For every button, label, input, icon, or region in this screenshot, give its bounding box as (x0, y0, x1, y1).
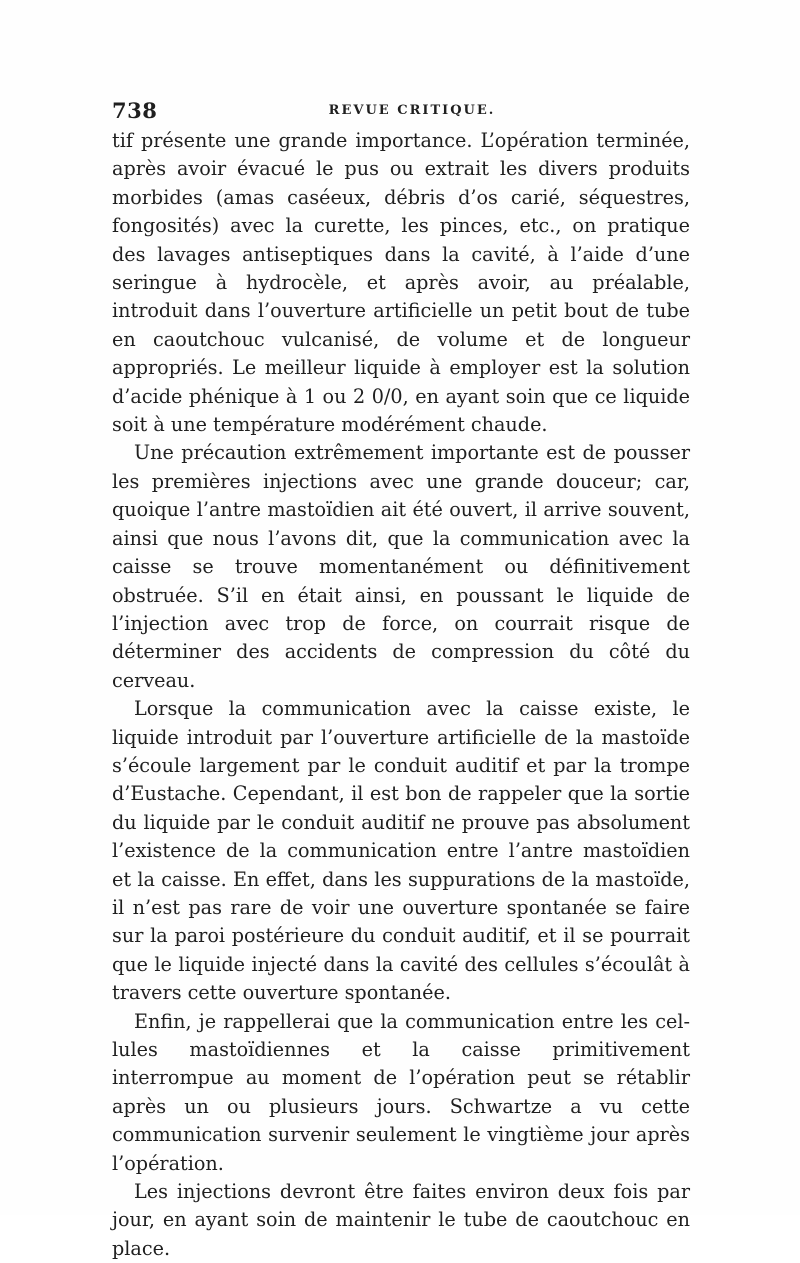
running-head: REVUE CRITIQUE. (328, 103, 496, 118)
paragraph-communication: Lorsque la communication avec la caisse existe, le liquide introduit par l’ouverture artificielle de la mastoïde s’écoule largement par le conduit auditif et par la trompe d’Eustache. Cependant, il est bon de rappeler que la sortie du liquide par le conduit auditif ne prouve pas absolument l’existence de la communication entre l’antre mastoïdien et la caisse. En effet, dans les suppurations de la mastoïde, il n’est pas rare de voir une ouverture spontanée se faire sur la paroi postérieure du conduit auditif, et il se pourrait que le liquide injecté dans la cavité des cellules s’écoulât à travers cette ouverture spontanée. (112, 697, 690, 1005)
paragraph-precaution: Une précaution extrêmement importante est de pousser les premières injections avec une grande douceur; car, quoique l’antre mastoïdien ait été ouvert, il arrive souvent, ainsi que nous l’avons dit, que la communication avec la caisse se trouve momentanément ou définitivement obstruée. S’il en était ainsi, en poussant le liquide de l’injection avec trop de force, on courrait risque de déterminer des accidents de compression du côté du cerveau. (112, 441, 690, 692)
paragraph-enfin: Enfin, je rappellerai que la communication entre les cellules mastoïdiennes et la caisse primitivement interrompue au moment de l’opération peut se rétablir après un ou plusieurs jours. Schwartze a vu cette communication survenir seulement le vingtième jour après l’opération. (112, 1009, 690, 1175)
page-header (112, 98, 690, 128)
page-number: 738 (112, 98, 158, 123)
paragraph-continuation: tif présente une grande importance. L’opération terminée, après avoir évacué le pus ou extrait les divers produits morbides (amas caséeux, débris d’os carié, séquestres, fongosités) avec la curette, les pinces, etc., on pratique des lavages antiseptiques dans la cavité, à l’aide d’une seringue à hydrocèle, et après avoir, au préalable, introduit dans l’ouverture artificielle un petit bout de tube en caoutchouc vulcanisé, de volume et de longueur appropriés. Le meilleur liquide à employer est la solution d’acide phénique à 1 ou 2 0/0, en ayant soin que ce liquide soit à une température modérément chaude. (112, 129, 690, 437)
body-text (112, 127, 690, 1260)
paragraph-injections: Les injections devront être faites environ deux fois par jour, en ayant soin de maintenir le tube de caoutchouc en place. (112, 1180, 690, 1260)
